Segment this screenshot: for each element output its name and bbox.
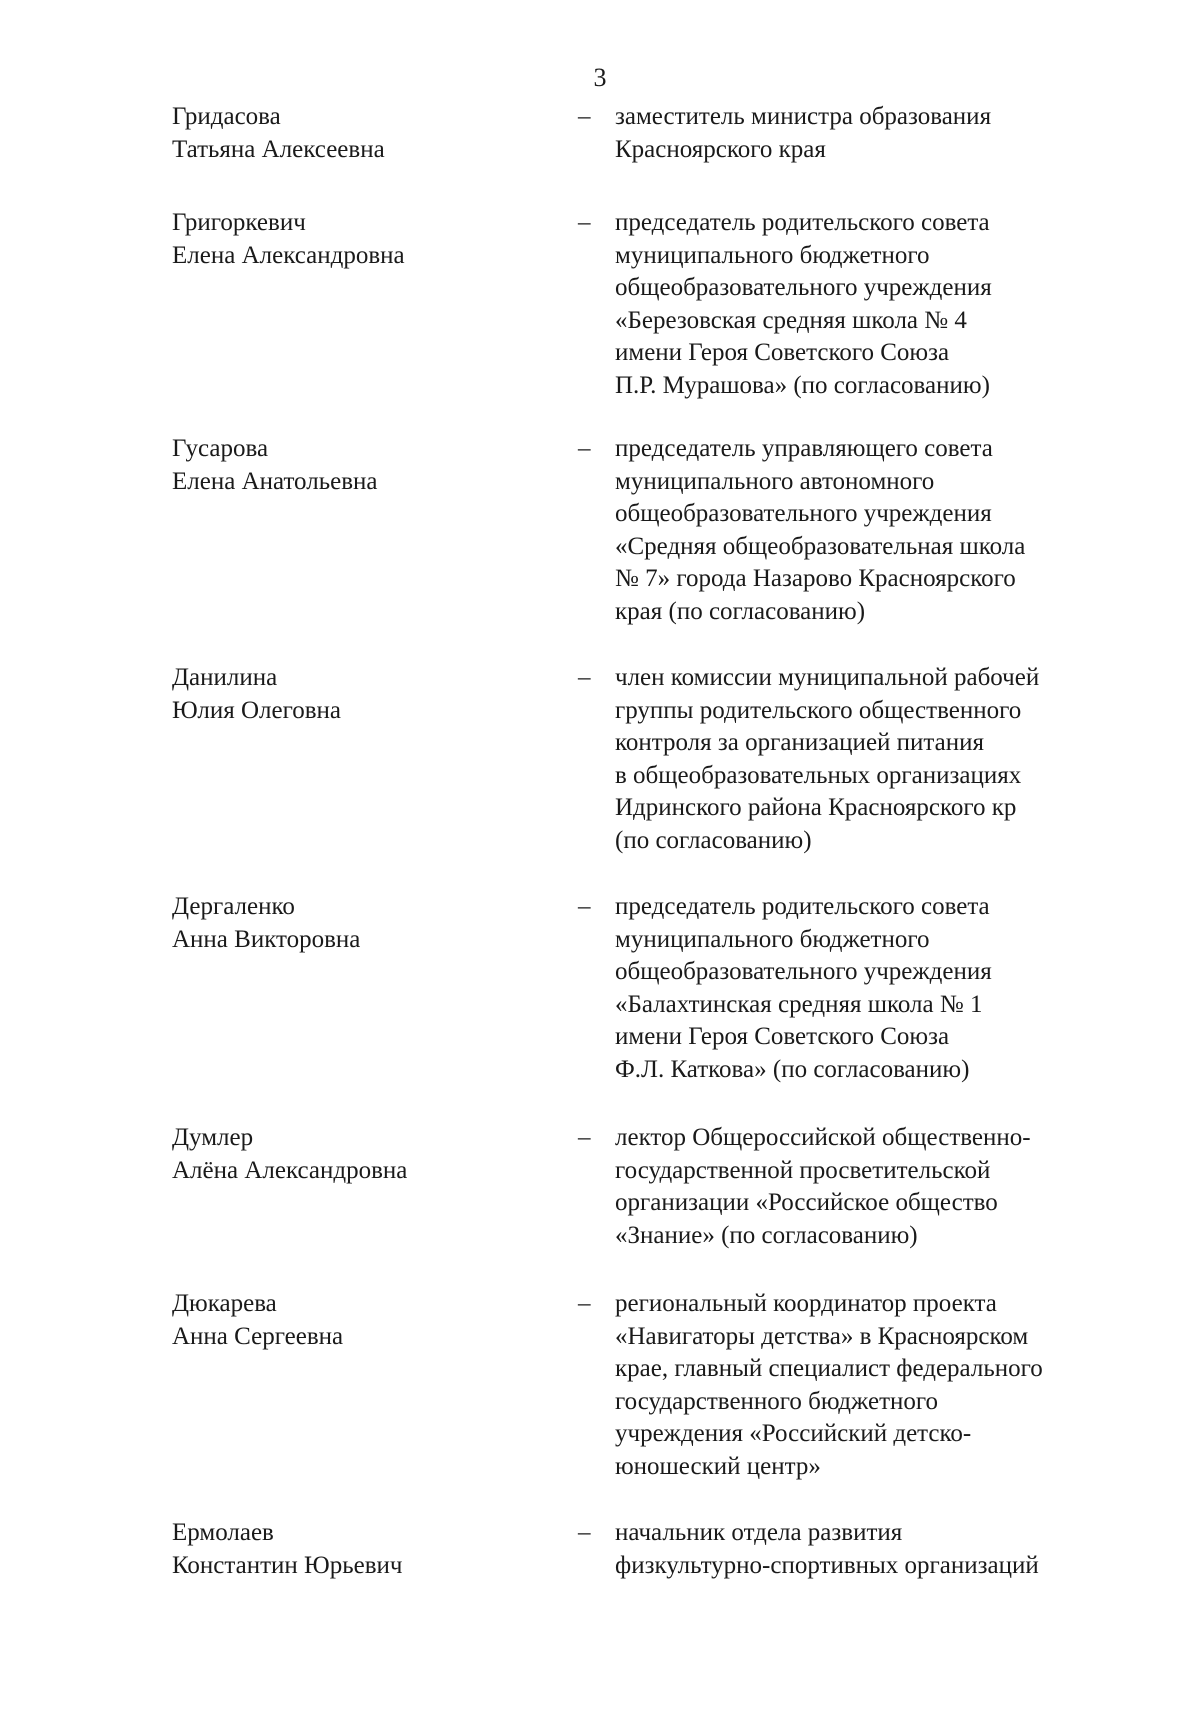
dash-separator: – <box>578 1124 591 1151</box>
dash-separator: – <box>578 1290 591 1317</box>
position-line: № 7» города Назарово Красноярского <box>615 565 1016 592</box>
dash-separator: – <box>578 893 591 920</box>
member-given-names: Елена Александровна <box>172 241 405 269</box>
member-given-names: Анна Викторовна <box>172 925 361 953</box>
position-line: член комиссии муниципальной рабочей <box>615 664 1040 691</box>
member-surname: Гридасова <box>172 103 281 130</box>
member-surname: Дергаленко <box>172 893 295 920</box>
member-position <box>615 1288 1135 1483</box>
member-surname: Гусарова <box>172 435 269 462</box>
position-line: муниципального бюджетного <box>615 925 930 953</box>
position-line: «Балахтинская средняя школа № 1 <box>615 990 983 1018</box>
member-given-names: Татьяна Алексеевна <box>172 135 385 163</box>
position-line: заместитель министра образования <box>615 103 992 130</box>
member-position <box>615 1517 1135 1582</box>
member-name <box>172 1517 403 1582</box>
member-surname: Григоркевич <box>172 209 306 236</box>
position-line: организации «Российское общество <box>615 1189 998 1216</box>
member-given-names: Константин Юрьевич <box>172 1551 403 1579</box>
member-given-names: Юлия Олеговна <box>172 696 342 724</box>
position-line: имени Героя Советского Союза <box>615 1023 950 1050</box>
member-name <box>172 1122 407 1187</box>
member-given-names: Елена Анатольевна <box>172 467 378 495</box>
member-name <box>172 1288 343 1353</box>
position-line: Ф.Л. Каткова» (по согласованию) <box>615 1055 970 1083</box>
position-line: общеобразовательного учреждения <box>615 500 992 527</box>
member-surname: Данилина <box>172 664 278 691</box>
member-position <box>615 1122 1135 1252</box>
position-line: председатель родительского совета <box>615 209 990 236</box>
position-line: председатель управляющего совета <box>615 435 993 462</box>
position-line: «Средняя общеобразовательная школа <box>615 532 1026 560</box>
member-name <box>172 662 341 727</box>
member-surname: Дюкарева <box>172 1290 277 1317</box>
position-line: председатель родительского совета <box>615 893 990 920</box>
member-name <box>172 207 405 272</box>
member-position <box>615 433 1135 628</box>
dash-separator: – <box>578 664 591 691</box>
dash-separator: – <box>578 209 591 236</box>
position-line: «Березовская средняя школа № 4 <box>615 306 967 334</box>
member-given-names: Алёна Александровна <box>172 1156 408 1184</box>
position-line: края (по согласованию) <box>615 597 866 625</box>
position-line: Идринского района Красноярского кр <box>615 794 1017 821</box>
position-line: физкультурно-спортивных организаций <box>615 1551 1039 1579</box>
position-line: муниципального бюджетного <box>615 241 930 269</box>
member-name <box>172 433 377 498</box>
position-line: (по согласованию) <box>615 826 812 854</box>
position-line: лектор Общероссийской общественно- <box>615 1124 1031 1151</box>
position-line: государственной просветительской <box>615 1156 991 1184</box>
page-number: 3 <box>593 63 607 92</box>
dash-separator: – <box>578 1519 591 1546</box>
position-line: государственного бюджетного <box>615 1387 938 1415</box>
member-position <box>615 662 1135 857</box>
position-line: Красноярского края <box>615 135 826 163</box>
member-position <box>615 207 1135 402</box>
position-line: региональный координатор проекта <box>615 1290 997 1317</box>
position-line: общеобразовательного учреждения <box>615 958 992 985</box>
member-surname: Ермолаев <box>172 1519 274 1546</box>
member-position <box>615 101 1135 166</box>
member-position <box>615 891 1135 1086</box>
member-surname: Думлер <box>172 1124 254 1151</box>
position-line: П.Р. Мурашова» (по согласованию) <box>615 371 990 399</box>
position-line: группы родительского общественного <box>615 696 1022 724</box>
dash-separator: – <box>578 103 591 130</box>
position-line: крае, главный специалист федерального <box>615 1355 1043 1382</box>
position-line: общеобразовательного учреждения <box>615 274 992 301</box>
member-name <box>172 101 385 166</box>
position-line: в общеобразовательных организациях <box>615 761 1022 789</box>
member-given-names: Анна Сергеевна <box>172 1322 344 1350</box>
position-line: начальник отдела развития <box>615 1519 903 1546</box>
position-line: контроля за организацией питания <box>615 729 985 756</box>
position-line: муниципального автономного <box>615 467 935 495</box>
position-line: учреждения «Российский детско- <box>615 1420 972 1447</box>
position-line: «Знание» (по согласованию) <box>615 1221 918 1249</box>
position-line: имени Героя Советского Союза <box>615 339 950 366</box>
position-line: юношеский центр» <box>615 1452 821 1480</box>
dash-separator: – <box>578 435 591 462</box>
member-name <box>172 891 360 956</box>
position-line: «Навигаторы детства» в Красноярском <box>615 1322 1029 1350</box>
